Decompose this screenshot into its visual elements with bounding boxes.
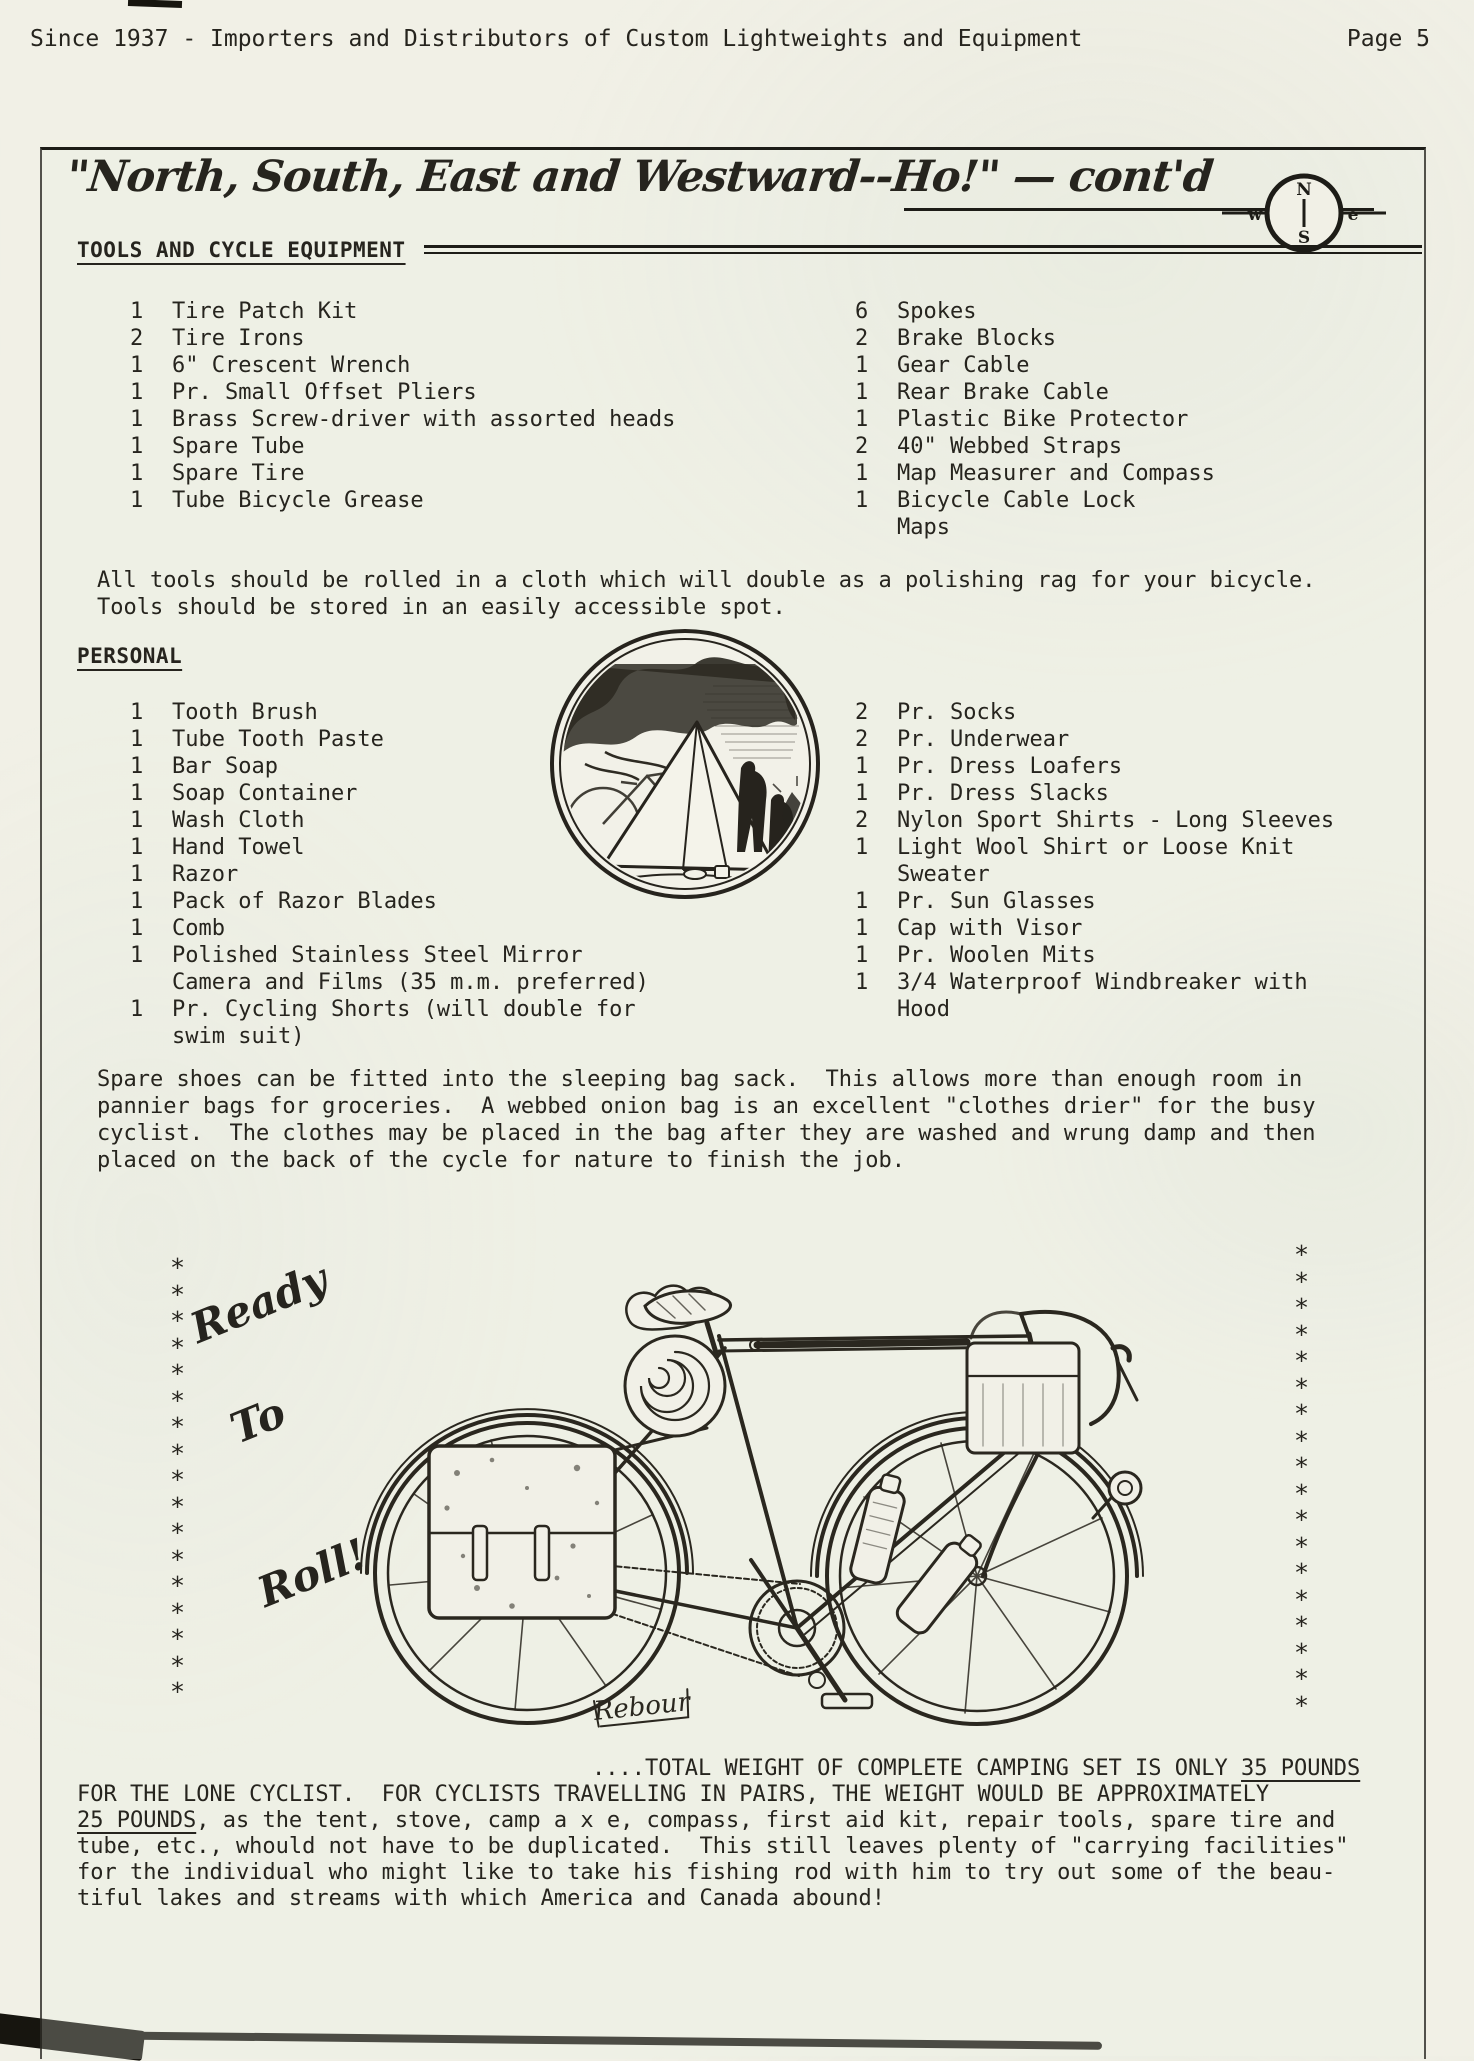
tools-section-heading: TOOLS AND CYCLE EQUIPMENT: [77, 238, 406, 262]
item-qty: 1: [130, 700, 144, 725]
item-label: Wash Cloth: [172, 808, 305, 833]
asterisk: *: [170, 1385, 186, 1415]
item-label: Polished Stainless Steel Mirror: [172, 943, 583, 968]
list-item: [855, 942, 1334, 969]
asterisk: *: [1294, 1505, 1310, 1534]
list-item: [855, 753, 1334, 780]
list-item: [130, 352, 675, 379]
item-label: Pr. Dress Loafers: [897, 754, 1123, 779]
item-qty: [130, 969, 172, 996]
item-qty: 1: [130, 754, 144, 779]
item-qty: 1: [130, 835, 144, 860]
item-qty: 2: [855, 808, 869, 833]
item-qty: 1: [130, 916, 144, 941]
item-label: Nylon Sport Shirts - Long Sleeves: [897, 808, 1335, 833]
asterisk: *: [170, 1253, 186, 1282]
item-qty: 6: [855, 299, 869, 324]
item-qty: 1: [855, 353, 869, 378]
asterisk: *: [1294, 1478, 1310, 1508]
item-qty: 1: [130, 353, 144, 378]
personal-list-right: [855, 699, 1334, 1023]
item-qty: [130, 1023, 172, 1050]
item-label: Cap with Visor: [897, 916, 1083, 941]
item-label: Pr. Woolen Mits: [897, 943, 1096, 968]
item-label: Pack of Razor Blades: [172, 889, 437, 914]
item-qty: 1: [855, 835, 869, 860]
item-label: Camera and Films (35 m.m. preferred): [172, 970, 649, 995]
asterisk: *: [170, 1465, 186, 1494]
asterisk-column-right: [1294, 1242, 1309, 1719]
article-frame: [40, 147, 1426, 2059]
item-qty: 1: [130, 299, 144, 324]
list-item: [130, 996, 649, 1023]
item-label: 3/4 Waterproof Windbreaker with: [897, 970, 1308, 995]
asterisk-column-left: [170, 1255, 185, 1706]
footer-line: tube, etc., whould not have to be duplicated. This still leaves plenty of "carrying facilities": [77, 1834, 1349, 1859]
list-item: [855, 699, 1334, 726]
footer-line: for the individual who might like to take his fishing rod with him to try out some of the beau-: [77, 1860, 1336, 1885]
list-item: [855, 996, 1334, 1023]
item-qty: 1: [855, 889, 869, 914]
list-item: [130, 1023, 649, 1050]
bicycle-illustration: [277, 1188, 1182, 1740]
list-item: [130, 406, 675, 433]
item-label: Spare Tire: [172, 461, 305, 486]
list-item: [130, 969, 649, 996]
item-qty: 1: [130, 808, 144, 833]
item-label: Pr. Cycling Shorts (will double for: [172, 997, 636, 1022]
item-label: Tube Tooth Paste: [172, 727, 384, 752]
item-qty: 1: [130, 727, 144, 752]
item-label: Light Wool Shirt or Loose Knit: [897, 835, 1295, 860]
item-qty: 1: [130, 434, 144, 459]
item-qty: 1: [130, 997, 144, 1022]
item-qty: 1: [855, 916, 869, 941]
list-item: [130, 487, 675, 514]
list-item: [855, 298, 1215, 325]
item-label: Hand Towel: [172, 835, 305, 860]
svg-text:S: S: [1297, 228, 1311, 248]
item-qty: 1: [130, 380, 144, 405]
footer-line: ....TOTAL WEIGHT OF COMPLETE CAMPING SET IS ONLY 35 POUNDS: [592, 1756, 1361, 1781]
item-qty: 1: [130, 862, 144, 887]
camp-scene-illustration: [545, 624, 825, 904]
asterisk: *: [1294, 1346, 1310, 1375]
item-label: Sweater: [897, 862, 990, 887]
item-qty: 1: [130, 488, 144, 513]
item-label: Brass Screw-driver with assorted heads: [172, 407, 676, 432]
article-title: "North, South, East and Westward--Ho!" — cont'd: [64, 152, 1215, 202]
footer-line: tiful lakes and streams with which America and Canada abound!: [77, 1886, 885, 1911]
item-qty: 1: [130, 943, 144, 968]
item-label: Bar Soap: [172, 754, 278, 779]
item-qty: 1: [130, 407, 144, 432]
double-rule: [424, 245, 1422, 254]
tools-list-left: [130, 298, 675, 514]
asterisk: *: [1294, 1266, 1310, 1296]
asterisk: *: [170, 1677, 186, 1706]
asterisk: *: [170, 1571, 186, 1600]
item-label: Pr. Small Offset Pliers: [172, 380, 477, 405]
item-label: Plastic Bike Protector: [897, 407, 1189, 432]
item-label: Tire Patch Kit: [172, 299, 358, 324]
list-item: [130, 325, 675, 352]
weight-total: 35 POUNDS: [1241, 1756, 1361, 1781]
list-item: [855, 487, 1215, 514]
list-item: [130, 460, 675, 487]
item-label: Pr. Dress Slacks: [897, 781, 1109, 806]
item-label: Pr. Underwear: [897, 727, 1070, 752]
list-item: [855, 861, 1334, 888]
list-item: [855, 325, 1215, 352]
asterisk: *: [170, 1544, 186, 1574]
asterisk: *: [1294, 1399, 1310, 1428]
item-label: Brake Blocks: [897, 326, 1056, 351]
list-item: [855, 379, 1215, 406]
page-header: [30, 26, 1430, 52]
asterisk: *: [1294, 1293, 1310, 1322]
asterisk: *: [170, 1650, 186, 1680]
list-item: [855, 460, 1215, 487]
list-item: [855, 726, 1334, 753]
item-label: Comb: [172, 916, 225, 941]
item-qty: 1: [130, 461, 144, 486]
weight-pair: 25 POUNDS: [77, 1808, 197, 1833]
ready-to-roll-caption: Ready To Roll!: [183, 1253, 375, 1617]
asterisk: *: [170, 1279, 186, 1309]
item-qty: 1: [855, 488, 869, 513]
list-item: [130, 915, 649, 942]
list-item: [855, 514, 1215, 541]
scan-artifact: [128, 0, 182, 8]
asterisk: *: [170, 1491, 186, 1521]
item-label: Hood: [897, 997, 950, 1022]
item-label: Razor: [172, 862, 239, 887]
list-item: [855, 352, 1215, 379]
item-label: Map Measurer and Compass: [897, 461, 1215, 486]
item-label: Tooth Brush: [172, 700, 318, 725]
item-label: Spare Tube: [172, 434, 305, 459]
asterisk: *: [1294, 1690, 1310, 1720]
tools-lists: [42, 298, 1424, 543]
item-label: Pr. Sun Glasses: [897, 889, 1096, 914]
weight-summary: [77, 1756, 1360, 1912]
asterisk: *: [1294, 1558, 1310, 1587]
item-qty: 2: [130, 326, 144, 351]
list-item: [855, 888, 1334, 915]
asterisk: *: [1294, 1664, 1310, 1693]
masthead-tagline: Since 1937 - Importers and Distributors of Custom Lightweights and Equipment: [30, 26, 1083, 52]
svg-text:e: e: [1347, 205, 1359, 225]
page-number: Page 5: [1346, 26, 1430, 52]
footer-line: 25 POUNDS, as the tent, stove, camp a x e, compass, first aid kit, repair tools, spare tire and: [77, 1808, 1336, 1833]
item-qty: 1: [855, 461, 869, 486]
item-label: Rear Brake Cable: [897, 380, 1109, 405]
asterisk: *: [1294, 1240, 1310, 1269]
list-item: [855, 406, 1215, 433]
shoes-note: Spare shoes can be fitted into the sleeping bag sack. This allows more than enough room in pannier bags for groceries. A webbed onion bag is an excellent "clothes drier" for the busy cyclist. The clothes may be placed in the bag after they are washed and wrung damp and then placed on the back of the cycle for nature to finish the job.: [97, 1067, 1316, 1173]
svg-text:w: w: [1247, 205, 1263, 225]
item-qty: 1: [855, 781, 869, 806]
item-qty: 1: [855, 407, 869, 432]
asterisk: *: [170, 1359, 186, 1388]
asterisk: *: [1294, 1611, 1310, 1640]
item-label: Bicycle Cable Lock: [897, 488, 1136, 513]
item-qty: 2: [855, 727, 869, 752]
item-qty: 1: [855, 754, 869, 779]
item-label: 6" Crescent Wrench: [172, 353, 411, 378]
list-item: [130, 379, 675, 406]
asterisk: *: [170, 1306, 186, 1335]
item-label: Pr. Socks: [897, 700, 1017, 725]
item-qty: 1: [855, 380, 869, 405]
list-item: [130, 433, 675, 460]
list-item: [130, 298, 675, 325]
item-qty: 2: [855, 326, 869, 351]
asterisk: *: [170, 1412, 186, 1441]
asterisk: *: [1294, 1319, 1310, 1349]
item-qty: [855, 861, 897, 888]
item-qty: 1: [130, 781, 144, 806]
item-label: swim suit): [172, 1024, 305, 1049]
item-qty: 2: [855, 700, 869, 725]
asterisk: *: [1294, 1452, 1310, 1481]
item-label: 40" Webbed Straps: [897, 434, 1123, 459]
asterisk: *: [1294, 1372, 1310, 1402]
item-qty: 2: [855, 434, 869, 459]
asterisk: *: [170, 1438, 186, 1468]
asterisk: *: [170, 1332, 186, 1362]
tools-list-right: [855, 298, 1215, 541]
asterisk: *: [170, 1597, 186, 1627]
asterisk: *: [170, 1624, 186, 1653]
list-item: [855, 780, 1334, 807]
item-label: Gear Cable: [897, 353, 1030, 378]
personal-section-heading: PERSONAL: [77, 644, 183, 668]
svg-text:N: N: [1296, 180, 1312, 200]
asterisk: *: [170, 1518, 186, 1547]
item-label: Spokes: [897, 299, 977, 324]
list-item: [855, 834, 1334, 861]
svg-text:Rebour: Rebour: [592, 1687, 692, 1727]
asterisk: *: [1294, 1584, 1310, 1614]
item-qty: 1: [855, 970, 869, 995]
item-label: Tire Irons: [172, 326, 305, 351]
item-label: Soap Container: [172, 781, 358, 806]
item-qty: 1: [130, 889, 144, 914]
footer-line: FOR THE LONE CYCLIST. FOR CYCLISTS TRAVELLING IN PAIRS, THE WEIGHT WOULD BE APPROXIMATELY: [77, 1782, 1270, 1807]
list-item: [855, 915, 1334, 942]
item-qty: 1: [855, 943, 869, 968]
list-item: [855, 807, 1334, 834]
tools-note: All tools should be rolled in a cloth which will double as a polishing rag for your bicycle. Tools should be stored in an easily accessible spot.: [97, 568, 1316, 620]
list-item: [855, 969, 1334, 996]
asterisk: *: [1294, 1425, 1310, 1455]
list-item: [130, 942, 649, 969]
asterisk: *: [1294, 1531, 1310, 1561]
item-qty: [855, 996, 897, 1023]
list-item: [855, 433, 1215, 460]
asterisk: *: [1294, 1637, 1310, 1667]
item-qty: [855, 514, 897, 541]
item-label: Maps: [897, 515, 950, 540]
item-label: Tube Bicycle Grease: [172, 488, 424, 513]
